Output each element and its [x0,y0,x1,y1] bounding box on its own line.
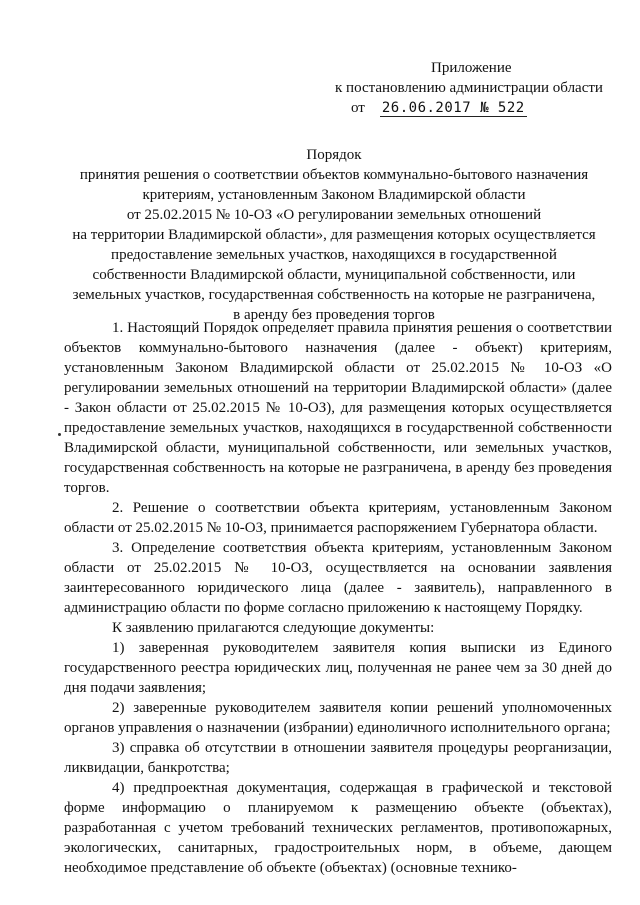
annex-date-line [335,98,615,118]
title-line: собственности Владимирской области, муниципальной собственности, или [92,267,576,283]
handwritten-date-number: 26.06.2017 № 522 [381,100,525,116]
title-line: в аренду без проведения торгов [233,307,435,323]
title-line: предоставление земельных участков, находящихся в государственной [111,247,557,263]
title-line: критериям, установленным Законом Владимирской области [142,187,526,203]
title-heading: Порядок [306,147,362,163]
paragraph-2: 2. Решение о соответствии объекта критериям, установленным Законом области от 25.02.2015 № 10-ОЗ, принимается распоряжением Губернатора области. [64,500,612,536]
annex-date-prefix: от [351,100,365,116]
attachment-item-2: 2) заверенные руководителем заявителя копии решений уполномоченных органов управления о назначении (избрании) единоличного исполнительного органа; [64,700,612,736]
scan-dot [58,433,61,436]
attachment-item-1: 1) заверенная руководителем заявителя копия выписки из Единого государственного реестра юридических лиц, полученная не ранее чем за 30 дней до дня подачи заявления; [64,640,612,696]
paragraph-3: 3. Определение соответствия объекта критериям, установленным Законом области от 25.02.2015 № 10-ОЗ, осуществляется на основании заявления заинтересованного юридического лица (далее - заявитель), направленного в администрацию области по форме согласно приложению к настоящему Порядку. [64,540,612,616]
title-line: от 25.02.2015 № 10-ОЗ «О регулировании земельных отношений [126,207,542,223]
document-title [60,145,608,325]
attachment-item-3: 3) справка об отсутствии в отношении заявителя процедуры реорганизации, ликвидации, банкротства; [64,740,612,776]
paragraph-1: 1. Настоящий Порядок определяет правила принятия решения о соответствии объектов коммунально-бытового назначения (далее - объект) критериям, установленным Законом Владимирской области от 25.02.2015 № 10-ОЗ «О регулировании земельных отношений на территории Владимирской области» (далее - Закон области от 25.02.2015 № 10-ОЗ), для размещения которых осуществляется предоставление земельных участков, находящихся в государственной собственности Владимирской области, муниципальной собственности, или земельных участков, государственная собственность на которые не разграничена, в аренду без проведения торгов. [64,320,612,496]
title-line: земельных участков, государственная собственность на которые не разграничена, [72,287,596,303]
attachments-intro: К заявлению прилагаются следующие документы: [112,620,435,636]
title-line: принятия решения о соответствии объектов коммунально-бытового назначения [79,167,589,183]
attachment-item-4: 4) предпроектная документация, содержащая в графической и текстовой форме информацию о планируемом к размещению объекте (объектах), разработанная с учетом требований технических регламентов, противопожарных, экологических, санитарных, градостроительных норм, в объеме, дающем необходимое представление об объекте (объектах) (основные технико- [64,780,612,876]
annex-subtitle: к постановлению администрации области [335,80,603,96]
document-body [64,318,612,878]
title-line: на территории Владимирской области», для размещения которых осуществляется [72,227,596,243]
annex-title: Приложение [431,60,512,76]
annex-header [335,58,615,118]
